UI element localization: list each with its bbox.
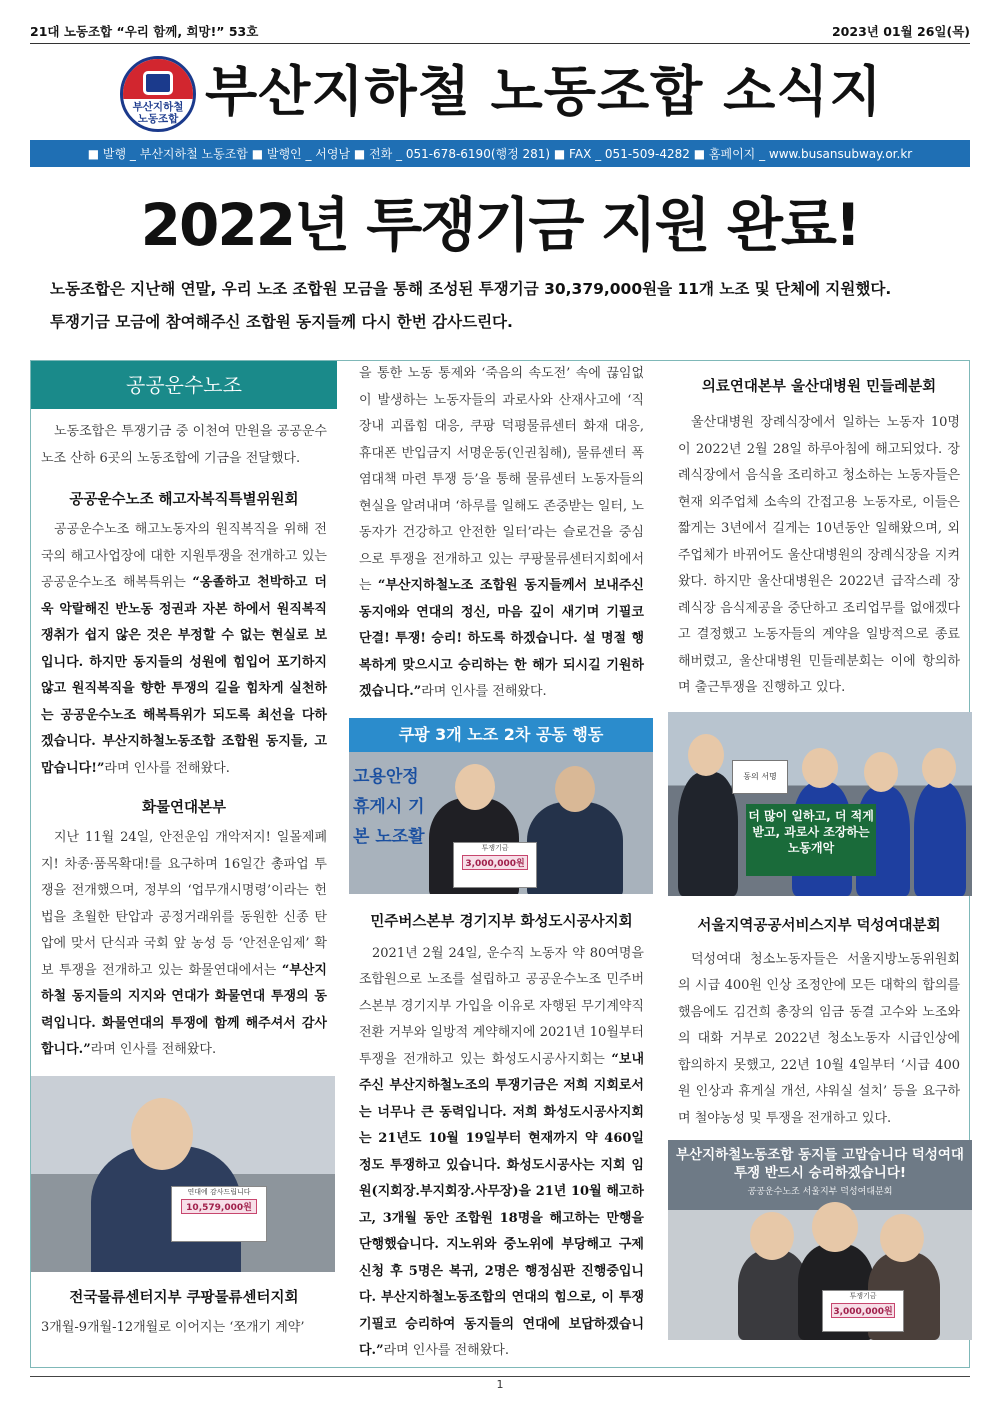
info-bar: ■ 발행 _ 부산지하철 노동조합 ■ 발행인 _ 서영남 ■ 전화 _ 051-678-6190(행정 281) ■ FAX _ 051-509-4282 ■ 홈페이지 _ www.busansubway.or.kr [30,140,970,167]
subheading-cargo: 화물연대본부 [141,800,227,816]
intro-paragraph: 노동조합은 투쟁기금 중 이천여 만원을 공공운수노조 산하 6곳의 노동조합에 기금을 전달했다. [41,424,327,466]
page-number: 1 [496,1378,504,1391]
column-1 [31,361,337,1367]
paragraph-duksung: 덕성여대 청소노동자들은 서울지방노동위원회의 시급 400원 인상 조정안에 모든 대학의 합의를 했음에도 김건희 총장의 임금 동결 고수와 노조와의 대화 거부로 2022년 청소노동자 시급인상에 합의하지 못했고, 22년 10월 4일부터 ‘시급 400원 인상과 휴게실 개선, 샤워실 설치’ 등을 요구하며 철야농성 및 투쟁을 전개하고 있다. [678,951,960,1126]
paragraph-cargo: 지난 11월 24일, 안전운임 개악저지! 일몰제폐지! 차종·품목확대!를 요구하며 16일간 총파업 투쟁을 전개했으며, 정부의 ‘업무개시명령’이라는 헌법을 초월한 탄압과 공정거래위를 동원한 신종 탄압에 맞서 단식과 국회 앞 농성 등 ‘안전운임제’ 확보 투쟁을 전개하고 있는 화물연대에서는 “부산지하철 동지들의 지지와 연대가 화물연대 투쟁의 동력입니다. 화물연대의 투쟁에 함께 해주셔서 감사합니다.”라며 인사를 전해왔다. [41,830,327,1057]
masthead [30,52,970,138]
photo-label: 동의 서명 [732,760,788,794]
photo-sign: 더 많이 일하고, 더 적게 받고, 과로사 조장하는 노동개악 [746,804,876,876]
subheading-dismissed-workers: 공공운수노조 해고자복직특별위원회 [69,492,299,508]
train-icon [143,71,173,95]
photo-duksung-workers: 부산지하철노동조합 동지들 고맙습니다 덕성여대 투쟁 반드시 승리하겠습니다! 공공운수노조 서울지부 덕성여대분회 투쟁기금 3,000,000원 [668,1140,972,1340]
photo-coupang-rally: 쿠팡 3개 노조 2차 공동 행동 고용안정 휴게시 기본 노조활 투쟁기금 3,000,000원 [349,718,653,894]
union-logo [120,56,196,132]
photo-ulsan-protest [668,712,972,896]
issue-date: 2023년 01월 26일(목) [831,24,970,39]
lead-line-1: 노동조합은 지난해 연말, 우리 노조 조합원 모금을 통해 조성된 투쟁기금 30,379,000원을 11개 노조 및 단체에 지원했다. [50,280,892,298]
paragraph-hwaseong: 2021년 2월 24일, 운수직 노동자 약 80여명을 조합원으로 노조를 설립하고 공공운수노조 민주버스본부 경기지부 가입을 이유로 자행된 무기계약직 전환 거부와 일방적 계약해지에 2021년 10월부터 투쟁을 전개하고 있는 화성도시공사지회는 “보내주신 부산지하철노조의 투쟁기금은 저희 지회로서는 너무나 큰 동력입니다. 저희 화성도시공사지회는 21년도 10월 19일부터 현재까지 약 460일 정도 투쟁하고 있습니다. 화성도시공사는 지회 임원(지회장.부지회장.사무장)을 21년 10월 해고하고, 3개월 동안 조합원 18명을 해고하는 만행을 단행했습니다. 지노위와 중노위에 부당해고 구제신청 후 5명은 복귀, 2명은 행정심판 진행중입니다. 부산지하철노동조합의 연대의 힘으로, 이 투쟁 기필코 승리하여 동지들의 연대에 보답하겠습니다.”라며 인사를 전해왔다. [359,945,644,1358]
column-2 [349,361,654,1367]
paragraph-coupang-start: 3개월-9개월-12개월로 이어지는 ‘쪼개기 계약’ [41,1319,305,1335]
lead-line-2: 투쟁기금 모금에 참여해주신 조합원 동지들께 다시 한번 감사드린다. [50,313,513,331]
section-banner: 공공운수노조 [31,361,337,409]
photo-side-text: 고용안정 휴게시 기본 노조활 [353,766,425,847]
photo-man-with-board: 연대에 감사드립니다 10,579,000원 [31,1076,335,1272]
paragraph-dismissed-workers: 공공운수노조 해고노동자의 원직복직을 위해 전국의 해고사업장에 대한 지원투쟁을 전개하고 있는 공공운수노조 해복특위는 “옹졸하고 천박하고 더욱 악랄해진 반노동 정권과 자본 하에서 원직복직 쟁취가 쉽지 않은 것은 부정할 수 없는 현실로 보입니다. 하지만 동지들의 성원에 힘입어 포기하지 않고 원직복직을 향한 투쟁의 길을 힘차게 실천하는 공공운수노조 해복특위가 되도록 최선을 다하겠습니다. 부산지하철노동조합 조합원 동지들, 고맙습니다!”라며 인사를 전해왔다. [41,522,327,776]
top-line [30,22,970,44]
photo-banner-text: 쿠팡 3개 노조 2차 공동 행동 [349,718,653,752]
paragraph-coupang-cont: 을 통한 노동 통제와 ‘죽음의 속도전’ 속에 끊임없이 발생하는 노동자들의 과로사와 산재사고에 ‘직장내 괴롭힘 대응, 쿠팡 덕평물류센터 화재 대응, 휴대폰 반입금지 서명운동(인권침해), 물류센터 폭염대책 마련 투쟁 등’을 통해 물류센터 노동자들의 현실을 알려내며 ‘하루를 일해도 존중받는 일터, 노동자가 건강하고 안전한 일터’라는 슬로건을 중심으로 투쟁을 전개하고 있는 쿠팡물류센터지회에서는 “부산지하철노조 조합원 동지들께서 보내주신 동지애와 연대의 정신, 마음 깊이 새기며 기필코 단결! 투쟁! 승리! 하도록 하겠습니다. 설 명절 행복하게 맞으시고 승리하는 한 해가 되시길 기원하겠습니다.”라며 인사를 전해왔다. [359,366,644,699]
board-amount-3: 3,000,000원 [831,1303,895,1318]
subheading-coupang: 전국물류센터지부 쿠팡물류센터지회 [69,1289,299,1306]
headline: 2022년 투쟁기금 지원 완료! [140,191,860,259]
subheading-duksung: 서울지역공공서비스지부 덕성여대분회 [697,917,941,934]
logo-text-1: 부산지하철 [132,101,184,113]
board-amount-2: 3,000,000원 [462,855,528,870]
column-3 [668,361,970,1367]
logo-text-2: 노동조합 [137,113,179,125]
masthead-title: 부산지하철 노동조합 소식지 [205,60,883,123]
article-body [30,360,970,1368]
board-amount: 10,579,000원 [181,1199,256,1214]
subheading-ulsan: 의료연대본부 울산대병원 민들레분회 [701,379,937,395]
photo-sub-text: 공공운수노조 서울지부 덕성여대분회 [747,1187,893,1197]
paragraph-ulsan: 울산대병원 장례식장에서 일하는 노동자 10명이 2022년 2월 28일 하루아침에 해고되었다. 장례식장에서 음식을 조리하고 청소하는 노동자들은 현재 외주업체 소속의 간접고용 노동자로, 이들은 짧게는 3년에서 길게는 10년동안 일해왔으며, 외주업체가 바뀌어도 울산대병원의 장례식장을 지켜왔다. 하지만 울산대병원은 2022년 급작스레 장례식장 음식제공을 중단하고 조리업무를 없애겠다고 결정했고 노동자들의 계약을 일방적으로 종료해버렸고, 울산대병원 민들레분회는 이에 항의하며 출근투쟁을 진행하고 있다. [678,415,960,695]
lead-paragraph [50,273,960,339]
subheading-hwaseong: 민주버스본부 경기지부 화성도시공사지회 [370,913,633,930]
footer-rule [30,1376,970,1377]
photo-title-text: 부산지하철노동조합 동지들 고맙습니다 덕성여대 투쟁 반드시 승리하겠습니다! [676,1147,964,1181]
issue-label: 21대 노동조합 “우리 함께, 희망!” 53호 [30,24,259,39]
